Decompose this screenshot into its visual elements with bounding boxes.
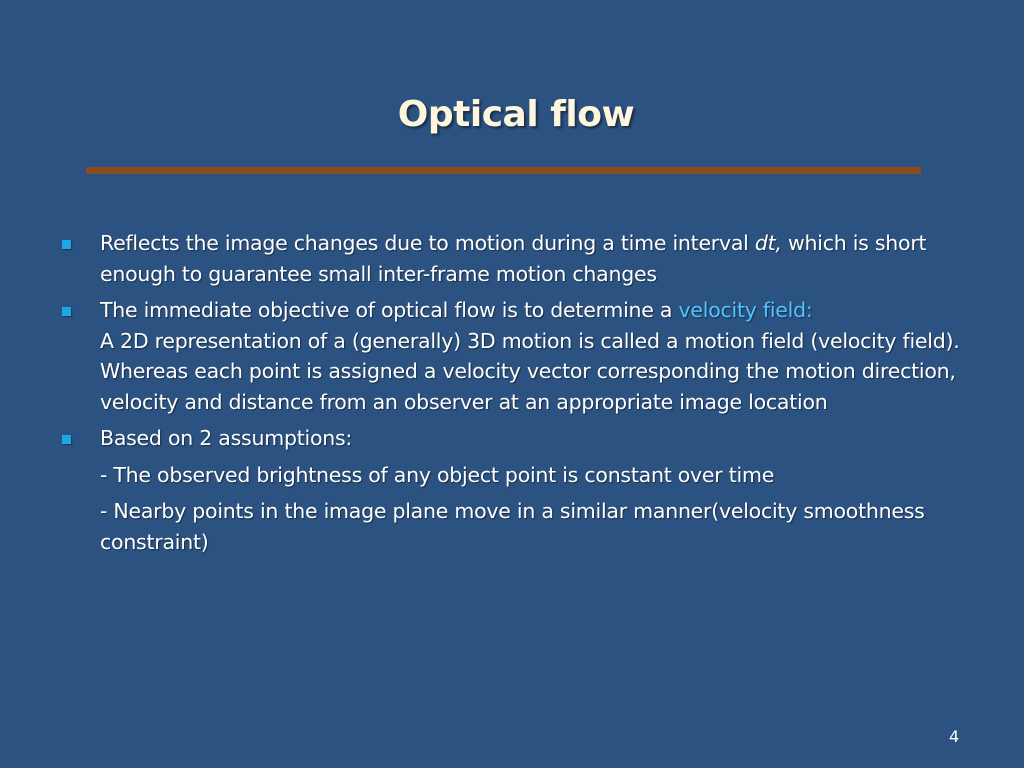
bullet-3-text: Based on 2 assumptions: <box>100 426 353 450</box>
title-divider <box>86 167 921 174</box>
sub-item-1: - The observed brightness of any object point is constant over time <box>100 462 775 487</box>
bullet-2-body: A 2D representation of a (generally) 3D motion is called a motion field (velocity field). Whereas each point is assigned a velocity vector corresponding the motion direction, velocity and distance from an observer at an appropriate image location <box>100 328 960 414</box>
bullet-2-highlight: velocity field: <box>678 298 813 322</box>
bullet-1-italic: dt, <box>754 231 782 255</box>
square-bullet-icon <box>62 435 71 444</box>
bullet-2-intro: The immediate objective of optical flow is to determine a <box>100 298 679 322</box>
bullet-item-3 <box>100 423 960 454</box>
bullet-item-2 <box>100 295 960 417</box>
square-bullet-icon <box>62 307 71 316</box>
bullet-list <box>100 228 960 563</box>
bullet-item-1 <box>100 228 960 289</box>
bullet-1-text-a: Reflects the image changes due to motion during a time interval <box>100 231 755 255</box>
square-bullet-icon <box>62 240 71 249</box>
page-number: 4 <box>949 727 960 746</box>
slide-title: Optical flow <box>397 94 635 135</box>
bullet-1-text-b: which is short enough to guarantee small inter-frame motion changes <box>100 231 927 286</box>
sub-item-2: - Nearby points in the image plane move in a similar manner(velocity smoothness constraint) <box>100 499 925 554</box>
